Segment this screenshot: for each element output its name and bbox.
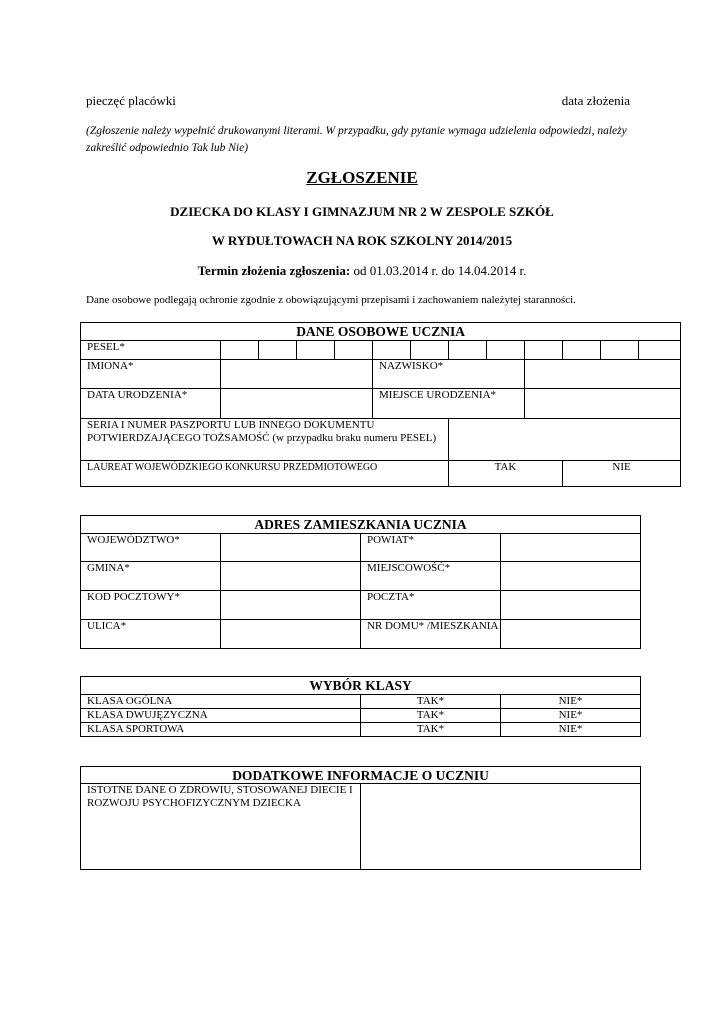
pesel-digit[interactable]: [373, 341, 411, 360]
form-subtitle-1: DZIECKA DO KLASY I GIMNAZJUM NR 2 W ZESPOLE SZKÓŁ: [170, 204, 554, 219]
address-heading: ADRES ZAMIESZKANIA UCZNIA: [81, 516, 641, 534]
class-sports-label: KLASA SPORTOWA: [81, 723, 361, 737]
passport-field[interactable]: [449, 419, 681, 461]
locality-field[interactable]: [501, 562, 641, 591]
pesel-digit[interactable]: [449, 341, 487, 360]
laureate-no-option[interactable]: NIE: [563, 461, 681, 487]
stamp-label: pieczęć placówki: [86, 93, 176, 108]
pesel-digit[interactable]: [221, 341, 259, 360]
street-field[interactable]: [221, 620, 361, 649]
postal-code-field[interactable]: [221, 591, 361, 620]
pesel-digit[interactable]: [563, 341, 601, 360]
house-number-label: NR DOMU* /MIESZKANIA: [361, 620, 501, 649]
pesel-digit[interactable]: [335, 341, 373, 360]
house-number-field[interactable]: [501, 620, 641, 649]
deadline-value: od 01.03.2014 r. do 14.04.2014 r.: [350, 263, 527, 278]
voivodeship-label: WOJEWÓDZTWO*: [81, 534, 221, 562]
class-choice-heading: WYBÓR KLASY: [81, 677, 641, 695]
class-sports-yes[interactable]: TAK*: [361, 723, 501, 737]
privacy-note: Dane osobowe podlegają ochronie zgodnie z obowiązującymi przepisami i zachowaniem należytej staranności.: [86, 294, 576, 306]
postal-code-label: KOD POCZTOWY*: [81, 591, 221, 620]
pesel-digit[interactable]: [525, 341, 563, 360]
birth-place-label: MIEJSCE URODZENIA*: [373, 389, 525, 419]
passport-label-main: SERIA I NUMER PASZPORTU LUB INNEGO DOKUMENTU POTWIERDZAJĄCEGO TOŻSAMOŚĆ: [87, 419, 375, 444]
pesel-digit[interactable]: [259, 341, 297, 360]
fill-instruction: (Zgłoszenie należy wypełnić drukowanymi literami. W przypadku, gdy pytanie wymaga udzielenia odpowiedzi, należy zakreślić odpowiednio Tak lub Nie): [86, 125, 627, 154]
birth-date-label: DATA URODZENIA*: [81, 389, 221, 419]
passport-label-note: (w przypadku braku numeru PESEL): [269, 432, 437, 444]
class-general-yes[interactable]: TAK*: [361, 695, 501, 709]
commune-label: GMINA*: [81, 562, 221, 591]
class-sports-no[interactable]: NIE*: [501, 723, 641, 737]
class-bilingual-label: KLASA DWUJĘZYCZNA: [81, 709, 361, 723]
class-bilingual-yes[interactable]: TAK*: [361, 709, 501, 723]
pesel-digit[interactable]: [487, 341, 525, 360]
pesel-digit[interactable]: [601, 341, 639, 360]
first-names-label: IMIONA*: [81, 360, 221, 389]
additional-info-table: [80, 766, 641, 870]
personal-data-heading: DANE OSOBOWE UCZNIA: [81, 323, 681, 341]
passport-label: [81, 419, 449, 461]
health-info-label: ISTOTNE DANE O ZDROWIU, STOSOWANEJ DIECIE I ROZWOJU PSYCHOFIZYCZNYM DZIECKA: [81, 784, 361, 870]
street-label: ULICA*: [81, 620, 221, 649]
pesel-digit[interactable]: [411, 341, 449, 360]
submission-date-label: data złożenia: [561, 93, 630, 108]
class-general-no[interactable]: NIE*: [501, 695, 641, 709]
pesel-digit[interactable]: [297, 341, 335, 360]
post-office-field[interactable]: [501, 591, 641, 620]
class-choice-table: [80, 676, 641, 737]
post-office-label: POCZTA*: [361, 591, 501, 620]
birth-date-field[interactable]: [221, 389, 373, 419]
form-title: ZGŁOSZENIE: [306, 168, 418, 187]
birth-place-field[interactable]: [525, 389, 681, 419]
first-names-field[interactable]: [221, 360, 373, 389]
surname-label: NAZWISKO*: [373, 360, 525, 389]
class-general-label: KLASA OGÓLNA: [81, 695, 361, 709]
laureate-label: LAUREAT WOJEWÓDZKIEGO KONKURSU PRZEDMIOTOWEGO: [81, 461, 449, 487]
form-subtitle-2: W RYDUŁTOWACH NA ROK SZKOLNY 2014/2015: [211, 233, 513, 248]
voivodeship-field[interactable]: [221, 534, 361, 562]
surname-field[interactable]: [525, 360, 681, 389]
health-info-field[interactable]: [361, 784, 641, 870]
additional-info-heading: DODATKOWE INFORMACJE O UCZNIU: [81, 767, 641, 784]
class-bilingual-no[interactable]: NIE*: [501, 709, 641, 723]
county-label: POWIAT*: [361, 534, 501, 562]
personal-data-table: [80, 322, 681, 487]
pesel-extra: [639, 341, 681, 360]
locality-label: MIEJSCOWOŚĆ*: [361, 562, 501, 591]
deadline-label: Termin złożenia zgłoszenia:: [197, 263, 351, 278]
pesel-label: PESEL*: [81, 341, 221, 360]
laureate-yes-option[interactable]: TAK: [449, 461, 563, 487]
address-table: [80, 515, 641, 649]
county-field[interactable]: [501, 534, 641, 562]
deadline: [0, 263, 724, 279]
commune-field[interactable]: [221, 562, 361, 591]
